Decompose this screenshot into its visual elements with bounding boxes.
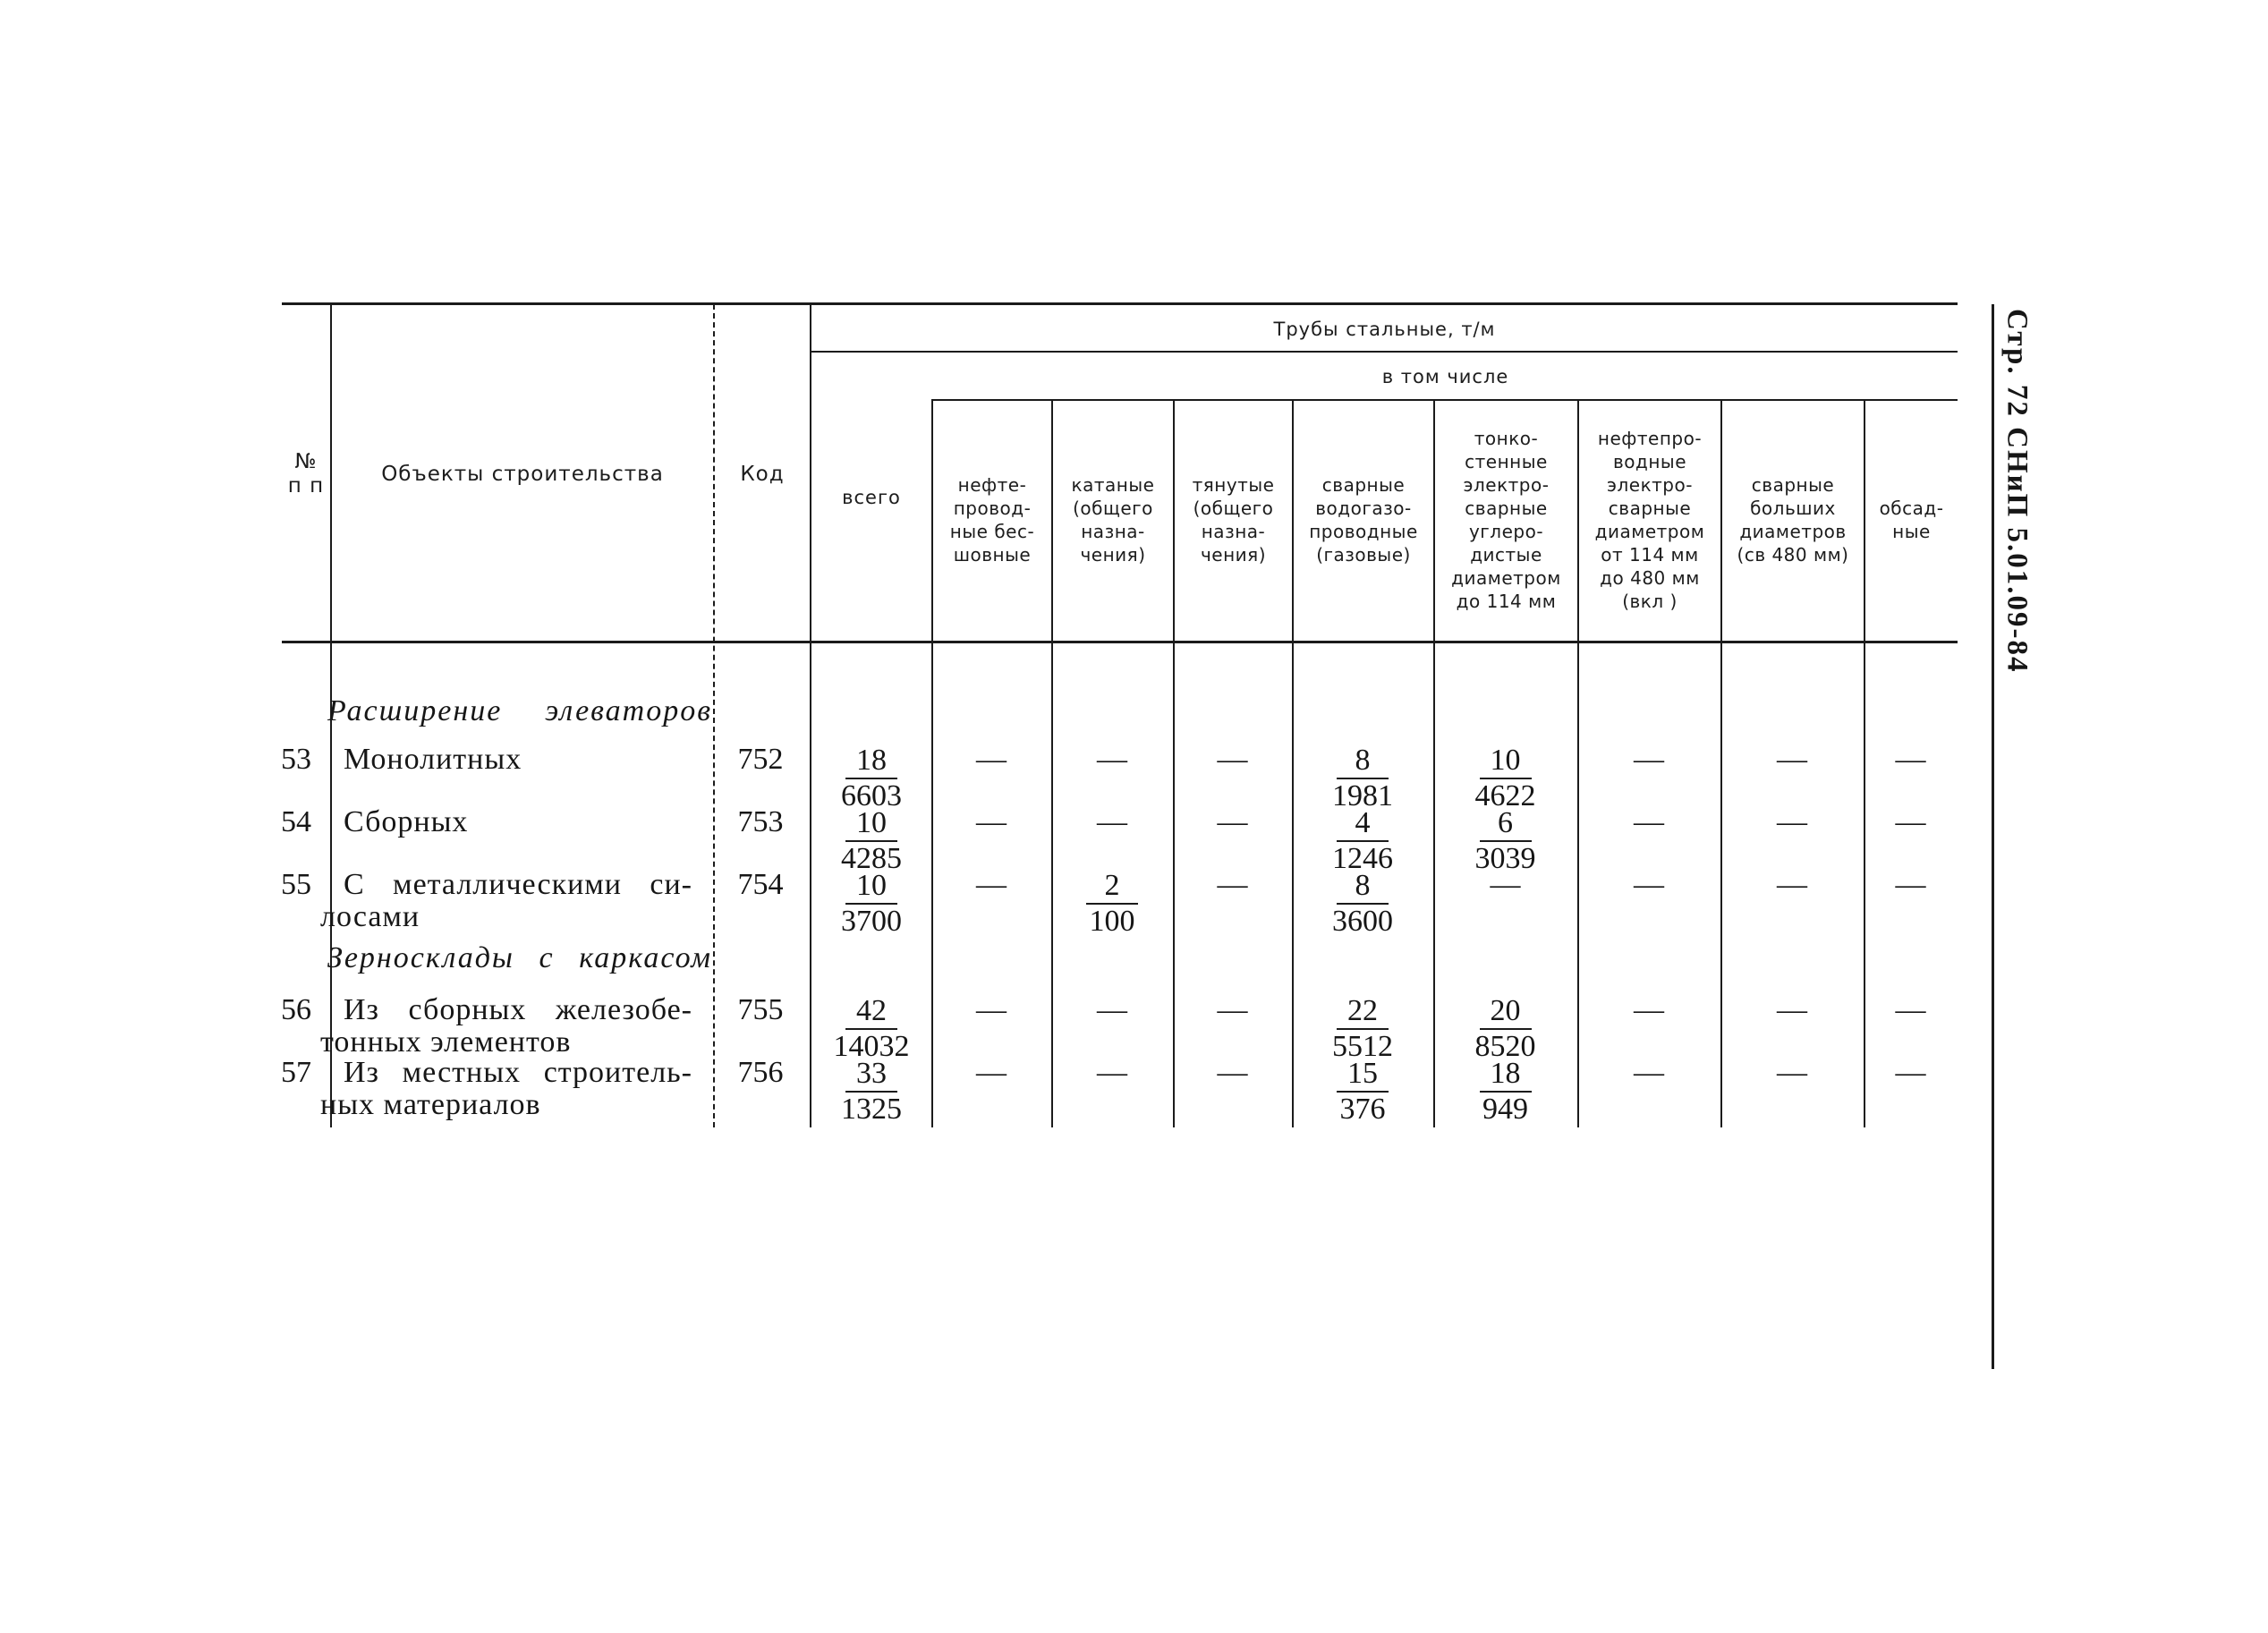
row-number: 54 <box>281 805 311 838</box>
fraction-denominator: 949 <box>1482 1093 1528 1126</box>
header-code: Код <box>740 462 785 486</box>
object-code: 752 <box>737 743 784 776</box>
object-name-line: С металлическими си- <box>344 868 692 901</box>
pipe-value <box>1443 807 1568 874</box>
subgroup-rule <box>931 399 1958 401</box>
empty-dash: — <box>1777 805 1807 838</box>
fraction-denominator: 6603 <box>841 779 902 812</box>
empty-dash: — <box>1217 1056 1248 1089</box>
empty-dash: — <box>1895 1056 1926 1089</box>
fraction-denominator: 4285 <box>841 842 902 875</box>
total-value <box>809 1058 934 1125</box>
fraction-denominator: 8520 <box>1474 1030 1536 1063</box>
pipe-value <box>1049 870 1175 937</box>
header-column-8: обсад- ные <box>1879 498 1944 542</box>
pipe-value <box>1443 995 1568 1062</box>
pipe-value <box>1300 1058 1425 1125</box>
fraction-denominator: 100 <box>1089 905 1135 938</box>
object-name-line: Из местных строитель- <box>344 1056 692 1089</box>
fraction-numerator: 10 <box>845 807 897 842</box>
object-code: 753 <box>737 805 784 838</box>
fraction-denominator: 1981 <box>1332 779 1393 812</box>
pipe-value <box>1300 744 1425 812</box>
row-number: 53 <box>281 743 311 776</box>
object-name-line: Сборных <box>344 805 469 838</box>
empty-dash: — <box>1097 805 1127 838</box>
header-column-3: тянутые (общего назна- чения) <box>1192 474 1275 566</box>
fraction-numerator: 10 <box>845 870 897 905</box>
fraction-denominator: 3700 <box>841 905 902 938</box>
empty-dash: — <box>1634 993 1664 1026</box>
empty-dash: — <box>1097 993 1127 1026</box>
table-top-rule <box>282 302 1958 305</box>
fraction-denominator: 14032 <box>833 1030 910 1063</box>
fraction-denominator: 5512 <box>1332 1030 1393 1063</box>
fraction-denominator: 1325 <box>841 1093 902 1126</box>
empty-dash: — <box>1895 743 1926 776</box>
header-objects: Объекты строительства <box>381 462 664 486</box>
page-right-rule <box>1992 304 1994 1369</box>
pipe-value <box>1300 995 1425 1062</box>
row-number: 57 <box>281 1056 311 1089</box>
empty-dash: — <box>1097 1056 1127 1089</box>
fraction-numerator: 15 <box>1337 1058 1389 1093</box>
section-title: Расширение элеваторов <box>327 694 712 727</box>
empty-dash: — <box>1634 805 1664 838</box>
empty-dash: — <box>1777 993 1807 1026</box>
fraction-numerator: 42 <box>845 995 897 1030</box>
row-number: 55 <box>281 868 311 901</box>
empty-dash: — <box>1634 868 1664 901</box>
empty-dash: — <box>1217 868 1248 901</box>
object-name-line: Из сборных железобе- <box>344 993 692 1026</box>
header-group: Трубы стальные, т/м <box>1273 318 1496 340</box>
empty-dash: — <box>976 1056 1007 1089</box>
object-code: 756 <box>737 1056 784 1089</box>
empty-dash: — <box>1777 1056 1807 1089</box>
fraction-numerator: 18 <box>1480 1058 1532 1093</box>
object-name-line: ных материалов <box>320 1088 541 1121</box>
section-title: Зерносклады с каркасом <box>327 941 712 974</box>
fraction-numerator: 8 <box>1337 744 1389 779</box>
header-subgroup: в том числе <box>1381 365 1509 387</box>
fraction-denominator: 3600 <box>1332 905 1393 938</box>
header-column-1: нефте- провод- ные бес- шовные <box>949 474 1035 566</box>
header-column-2: катаные (общего назна- чения) <box>1071 474 1155 566</box>
empty-dash: — <box>976 993 1007 1026</box>
total-value <box>809 807 934 874</box>
fraction-numerator: 22 <box>1337 995 1389 1030</box>
fraction-numerator: 18 <box>845 744 897 779</box>
fraction-numerator: 8 <box>1337 870 1389 905</box>
empty-dash: — <box>976 805 1007 838</box>
fraction-numerator: 2 <box>1086 870 1138 905</box>
fraction-numerator: 33 <box>845 1058 897 1093</box>
object-name-line: лосами <box>320 900 420 933</box>
header-column-4: сварные водогазо- проводные (газовые) <box>1309 474 1418 566</box>
pipe-value <box>1300 807 1425 874</box>
object-code: 755 <box>737 993 784 1026</box>
empty-dash: — <box>1217 743 1248 776</box>
page-label: Стр. 72 СНиП 5.01.09-84 <box>2000 309 2034 674</box>
empty-dash: — <box>1777 743 1807 776</box>
fraction-denominator: 3039 <box>1474 842 1536 875</box>
total-value <box>809 870 934 937</box>
empty-dash: — <box>1777 868 1807 901</box>
empty-dash: — <box>1490 868 1521 901</box>
empty-dash: — <box>1097 743 1127 776</box>
header-num: № п п <box>287 450 325 498</box>
empty-dash: — <box>1895 993 1926 1026</box>
pipe-value <box>1300 870 1425 937</box>
header-bottom-rule <box>282 641 1958 643</box>
empty-dash: — <box>976 868 1007 901</box>
fraction-numerator: 10 <box>1480 744 1532 779</box>
empty-dash: — <box>1634 743 1664 776</box>
object-name-line: тонных элементов <box>320 1025 572 1059</box>
header-total: всего <box>842 486 901 508</box>
total-value <box>809 744 934 812</box>
header-column-5: тонко- стенные электро- сварные углеро- дистые диаметром до 114 мм <box>1451 428 1561 612</box>
empty-dash: — <box>1217 993 1248 1026</box>
empty-dash: — <box>1895 868 1926 901</box>
empty-dash: — <box>1895 805 1926 838</box>
object-code: 754 <box>737 868 784 901</box>
pipe-value <box>1443 1058 1568 1125</box>
group-rule <box>810 351 1958 353</box>
empty-dash: — <box>1634 1056 1664 1089</box>
empty-dash: — <box>976 743 1007 776</box>
header-column-6: нефтепро- водные электро- сварные диаметром от 114 мм до 480 мм (вкл ) <box>1594 428 1705 612</box>
object-name-line: Монолитных <box>344 743 522 776</box>
empty-dash: — <box>1217 805 1248 838</box>
header-column-7: сварные больших диаметров (св 480 мм) <box>1737 474 1849 566</box>
fraction-denominator: 4622 <box>1474 779 1536 812</box>
total-value <box>809 995 934 1062</box>
fraction-numerator: 6 <box>1480 807 1532 842</box>
fraction-denominator: 1246 <box>1332 842 1393 875</box>
col-divider-objects <box>713 304 715 1127</box>
row-number: 56 <box>281 993 311 1026</box>
fraction-denominator: 376 <box>1339 1093 1386 1126</box>
pipe-value <box>1443 744 1568 812</box>
fraction-numerator: 20 <box>1480 995 1532 1030</box>
fraction-numerator: 4 <box>1337 807 1389 842</box>
